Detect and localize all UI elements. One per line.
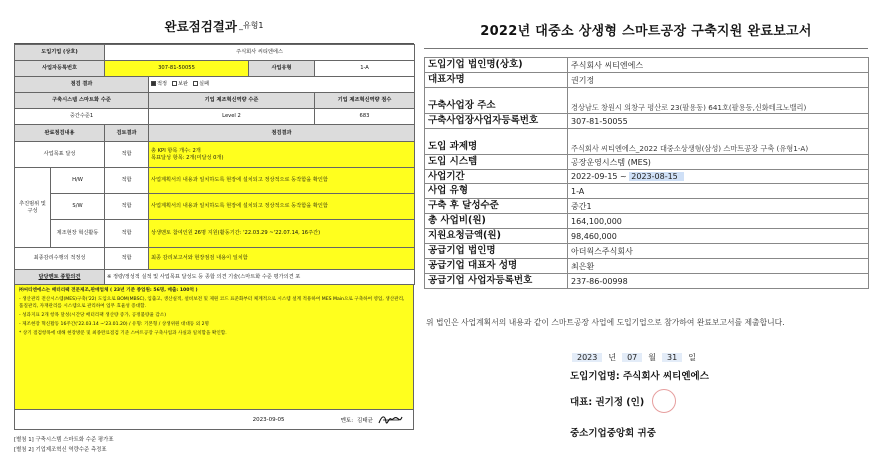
row-label: 구축사업장 주소 [425, 87, 568, 113]
table-row [15, 109, 415, 125]
row5-label: 최종감리수행의 적정성 [15, 248, 105, 270]
row1-label: 사업목표 달성 [15, 142, 105, 168]
table-row [425, 113, 869, 128]
row-value: 중간1 [568, 199, 869, 214]
date-day[interactable]: 31 [662, 353, 682, 362]
row-value: 최은환 [568, 258, 869, 273]
check-label: 점검 결과 [15, 77, 149, 93]
row-label: 공급기업 법인명 [425, 243, 568, 258]
biztype-value: 1-A [315, 61, 415, 77]
col-level-header: 구축시스템 스마트화 수준 [15, 93, 149, 109]
table-row [15, 220, 415, 248]
row-label: 구축 후 달성수준 [425, 199, 568, 214]
row1-detail [149, 142, 415, 168]
submission-statement: 위 법인은 사업계획서의 내용과 같이 스마트공장 사업에 도입기업으로 참가하여 완료보고서를 제출합니다. [426, 318, 785, 327]
date-day-unit: 일 [688, 353, 696, 362]
row5-detail: 최종 감리보고서와 현장점검 내용이 일치함 [149, 248, 415, 270]
table-row [15, 45, 415, 61]
col-innov-header: 기업 제조혁신역량 수준 [149, 93, 315, 109]
seal-stamp-icon [652, 389, 676, 413]
table-row [425, 169, 869, 184]
row-value: 주식회사 씨티엔에스 [568, 58, 869, 73]
period-start: 2022-09-15 ~ [571, 172, 630, 182]
row-label: 사업 유형 [425, 184, 568, 199]
checkbox-icon[interactable] [172, 81, 177, 86]
row-label: 대표자명 [425, 72, 568, 87]
level-value: 중간수준1 [15, 109, 149, 125]
date-month[interactable]: 07 [622, 353, 642, 362]
date-year-unit: 년 [608, 353, 617, 362]
sign-date: 2023-09-05 [252, 416, 285, 423]
inspection-table [14, 44, 415, 285]
sign-name: 김태균 [357, 417, 373, 424]
row-value: 237-86-00998 [568, 273, 869, 288]
row-value: 307-81-50055 [568, 113, 869, 128]
row-label: 사업기간 [425, 169, 568, 184]
table-row [425, 72, 869, 87]
left-doc-title: 완료점검결과 [164, 18, 237, 34]
row1-result: 적합 [105, 142, 149, 168]
signature-icon [377, 413, 403, 427]
date-year[interactable]: 2023 [572, 353, 602, 362]
check-option-fail: 실패 [198, 81, 209, 88]
detail-header: 점검결과 [149, 125, 415, 142]
table-row [15, 61, 415, 77]
row-value: 164,100,000 [568, 214, 869, 229]
row-value: 주식회사 씨티엔에스_2022 대중소상생형(삼성) 스마트공장 구축 (유형1-A) [568, 128, 869, 154]
row1-detail-a: 총 KPI 항목 개수: 2개 [151, 148, 201, 154]
innov-value: Level 2 [149, 109, 315, 125]
table-row [425, 87, 869, 113]
attachment-1: [별첨 1] 구축시스템 스마트화 수준 평가표 [14, 437, 114, 443]
recipient-agency: 중소기업중앙회 귀중 [570, 428, 656, 439]
row3-label: S/W [51, 194, 105, 220]
table-row [425, 214, 869, 229]
summary-paragraph: - 성과지표 2개 항목 달성(시간당 배터리팩 생산량 증가, 공정불량율 감소) [19, 312, 167, 318]
table-row [425, 229, 869, 244]
left-doc-subtitle: _유형1 [238, 21, 264, 30]
check-option-supplement: 보완 [177, 81, 189, 88]
period-end-selected[interactable]: 2023-08-15 [629, 172, 684, 181]
row-label: 공급기업 사업자등록번호 [425, 273, 568, 288]
left-title-row [14, 8, 414, 44]
result-header: 검토결과 [105, 125, 149, 142]
table-row [15, 270, 415, 285]
report-table-wrap [424, 57, 868, 289]
row-label: 도입기업 법인명(상호) [425, 58, 568, 73]
row-value: 1-A [568, 184, 869, 199]
row4-label: 제조현장 혁신활동 [51, 220, 105, 248]
row2-result: 적합 [105, 168, 149, 194]
date-month-unit: 월 [648, 353, 657, 362]
table-row [15, 93, 415, 109]
inspection-result-document [14, 8, 414, 454]
row-label: 구축사업장사업자등록번호 [425, 113, 568, 128]
company-value: 주식회사 씨티엔에스 [105, 45, 415, 61]
col-score-header: 기업 제조혁신역량 점수 [315, 93, 415, 109]
table-row [425, 273, 869, 288]
submission-date [570, 352, 700, 363]
summary-paragraph: * 상기 점검항목에 대해 현장방문 및 최종완료점검 기준 스마트공장 구축사업과 사실과 일치함을 확인함. [19, 331, 227, 337]
regno-label: 사업자등록번호 [15, 61, 105, 77]
report-table [424, 57, 869, 289]
table-row [15, 168, 415, 194]
table-row [425, 128, 869, 154]
completion-report-document [420, 6, 872, 456]
opinion-summary [14, 285, 414, 410]
table-row [425, 58, 869, 73]
table-row [15, 142, 415, 168]
representative-line: 대표: 권기정 (인) [570, 397, 645, 408]
checkbox-checked-icon[interactable] [151, 81, 156, 86]
regno-value: 307-81-50055 [105, 61, 249, 77]
row-value: 아더웍스주식회사 [568, 243, 869, 258]
title-divider [424, 48, 868, 49]
row-label: 총 사업비(원) [425, 214, 568, 229]
row2-label: H/W [51, 168, 105, 194]
check-options [149, 77, 415, 93]
summary-head: ㈜씨티엔에스는 배터리팩 전문제조,판매업체 ( 23년 기준 종업원: 56명, 매출: 100억 ) [19, 288, 198, 293]
check-option-ok: 적정 [157, 81, 168, 88]
row-value [568, 169, 869, 184]
row-value: 공장운영시스템 (MES) [568, 154, 869, 169]
attachment-2: [별첨 2] 기업제조혁신 역량수준 측정표 [14, 446, 107, 453]
table-row [425, 243, 869, 258]
row-value: 경상남도 창원시 의창구 평산로 23(팔용동) 641호(팔용동,신화테크노밸리) [568, 87, 869, 113]
signature-row [14, 410, 414, 430]
opinion-note: ※ 정량/정성적 실적 및 사업목표 달성도 등 종합 의견 기술(스마트화 수준 평가의견 포 [105, 270, 415, 285]
score-value: 683 [315, 109, 415, 125]
group-label: 추진범위 및 구성 [15, 168, 51, 248]
table-row [15, 77, 415, 93]
row5-result: 적합 [105, 248, 149, 270]
company-line: 도입기업명: 주식회사 씨티엔에스 [570, 371, 709, 382]
right-doc-title: 2022년 대중소 상생형 스마트공장 구축지원 완료보고서 [480, 24, 812, 39]
item-header: 완료점검내용 [15, 125, 105, 142]
checkbox-icon[interactable] [193, 81, 198, 86]
row3-detail: 사업계획서의 내용과 일치하도록 현장에 설치되고 정상적으로 동작함을 확인함 [149, 194, 415, 220]
biztype-label: 사업유형 [249, 61, 315, 77]
row-label: 공급기업 대표자 성명 [425, 258, 568, 273]
row2-detail: 사업계획서의 내용과 일치하도록 현장에 설치되고 정상적으로 동작함을 확인함 [149, 168, 415, 194]
company-label: 도입기업 (상호) [15, 45, 105, 61]
opinion-label: 담당멘토 종합의견 [15, 270, 105, 285]
attachments-list [14, 436, 414, 455]
row4-detail: 상생멘토 참여인원 26명 지원(활동기간: '22.03.29 ~'22.07.14, 16주간) [149, 220, 415, 248]
row3-result: 적합 [105, 194, 149, 220]
table-row [425, 154, 869, 169]
table-row [425, 184, 869, 199]
table-row [425, 199, 869, 214]
row-label: 도입 과제명 [425, 128, 568, 154]
table-row [425, 258, 869, 273]
row-label: 도입 시스템 [425, 154, 568, 169]
row-label: 지원요청금액(원) [425, 229, 568, 244]
row4-result: 적합 [105, 220, 149, 248]
summary-paragraph: - 제조현장 혁신활동 16주간('22.03.14 ~'23.01.20) / 유형: 기본형 / 상생위원 대대등 외 2명 [19, 322, 209, 328]
summary-paragraph: - 생산관리 전산시스템(MES)구축('22) 도입으로 BOM(MBSC), 입출고, 생산실적, 설비보전 및 제원 코드 표준화부터 체계적으로 시스템 설계 적용하여 MES Main으로 구축하여 영업, 생산관리, 품질관리, 자재관리를 시스템으로 관리하여 업무 효율성 증대함. [19, 297, 405, 309]
table-row [15, 248, 415, 270]
table-row [15, 194, 415, 220]
sign-label: 멘토: [340, 417, 354, 424]
row1-detail-b: 목표달성 항목: 2개(미달성 0개) [151, 154, 224, 161]
row-value: 98,460,000 [568, 229, 869, 244]
table-row [15, 125, 415, 142]
row-value: 권기정 [568, 72, 869, 87]
